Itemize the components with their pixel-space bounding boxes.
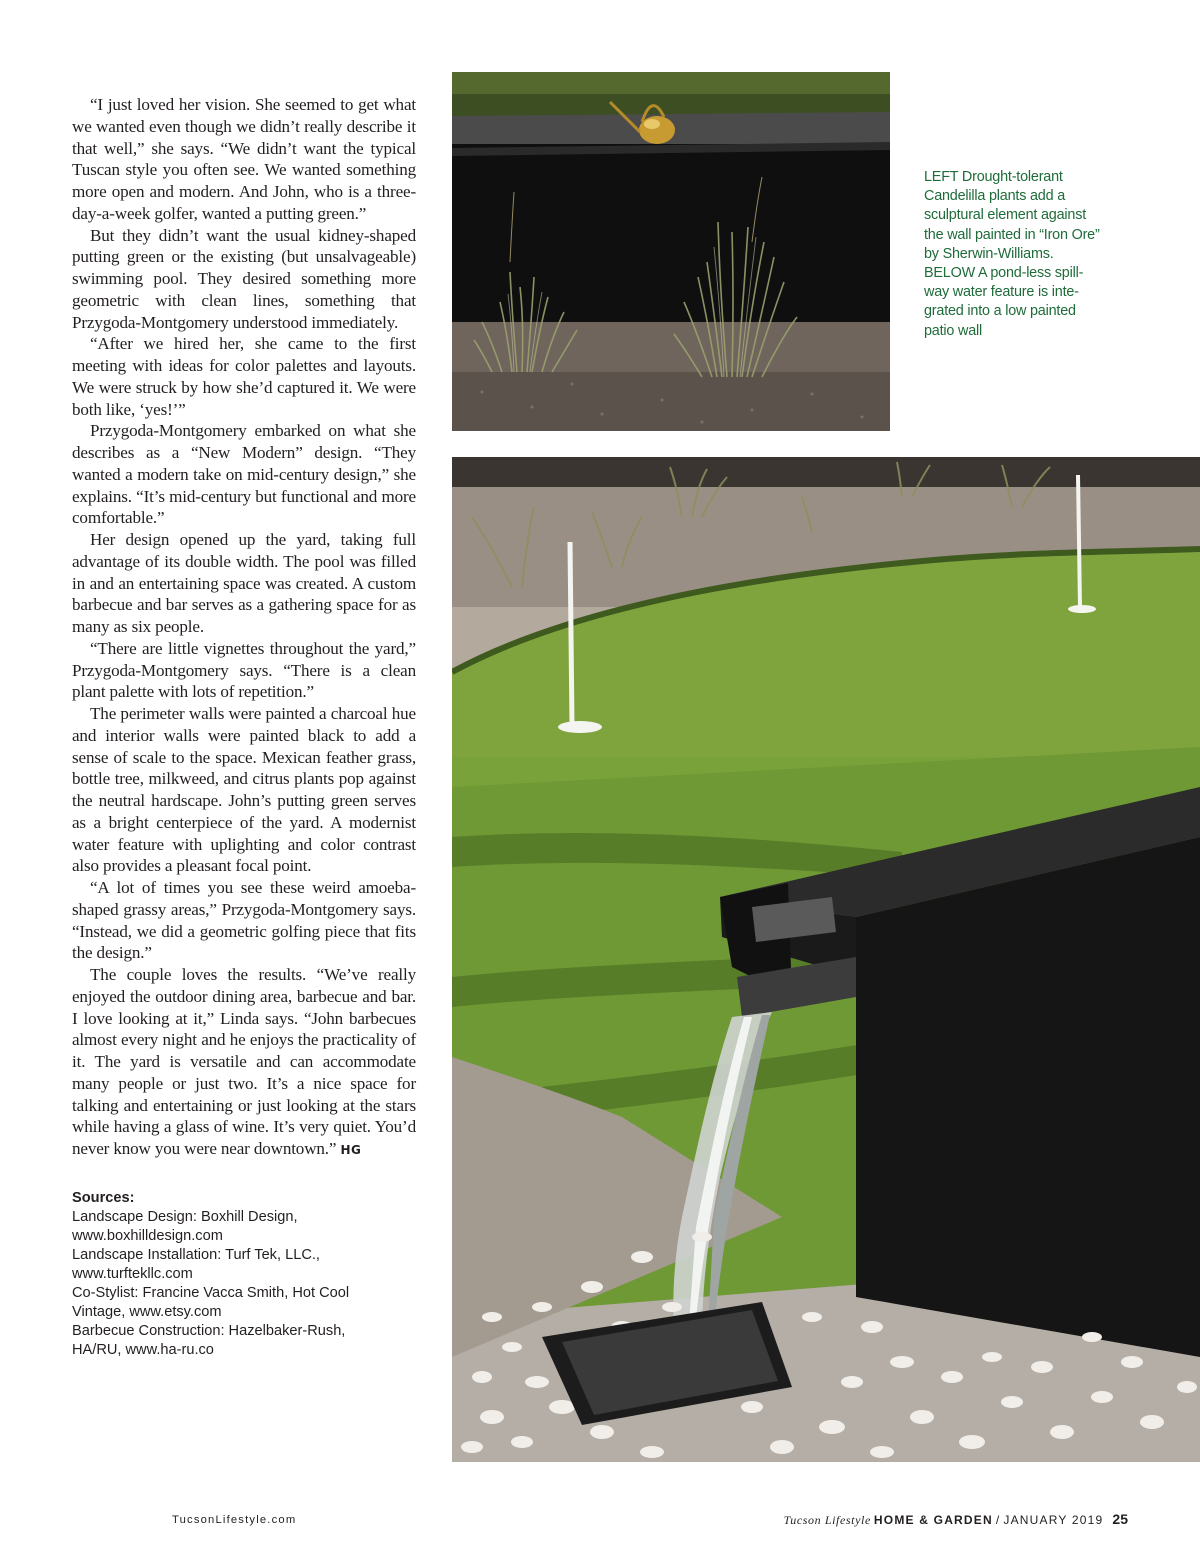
water-feature-illustration — [452, 457, 1200, 1462]
page-number: 25 — [1112, 1511, 1128, 1527]
source-line: HA/RU, www.ha-ru.co — [72, 1341, 214, 1358]
source-line: Landscape Installation: Turf Tek, LLC., — [72, 1246, 320, 1263]
footer-website: TucsonLifestyle.com — [172, 1514, 297, 1526]
caption-line: grated into a low painted — [924, 303, 1076, 320]
source-line: www.boxhilldesign.com — [72, 1227, 223, 1244]
photo-caption — [924, 168, 1129, 341]
caption-line: way water feature is inte- — [924, 284, 1079, 301]
caption-line: the wall painted in “Iron Ore” — [924, 226, 1100, 243]
source-line: Landscape Design: Boxhill Design, — [72, 1208, 298, 1225]
footer-publication: Tucson Lifestyle — [783, 1513, 871, 1527]
paragraph-2: But they didn’t want the usual kidney-shaped putting green or the existing (but unsalvageable) swimming pool. They desired something more geometric with clean lines, something that Przygoda-Montgomery understood immediately. — [72, 225, 416, 332]
caption-line: by Sherwin-Williams. — [924, 245, 1054, 262]
paragraph-8: “A lot of times you see these weird amoeba-shaped grassy areas,” Przygoda-Montgomery says. “Instead, we did a geometric golfing piece that fits the design.” — [72, 878, 416, 963]
caption-line: BELOW A pond-less spill- — [924, 265, 1084, 282]
footer-section: HOME & GARDEN — [873, 1513, 993, 1527]
candelilla-illustration — [452, 72, 890, 431]
footer-separator: / — [995, 1513, 1001, 1527]
photo-candelilla-wall — [452, 72, 890, 431]
source-line: Vintage, www.etsy.com — [72, 1303, 222, 1320]
paragraph-9-text: The couple loves the results. “We’ve really enjoyed the outdoor dining area, barbecue and bar. I love looking at it,” Linda says. “John barbecues almost every night and he enjoys the practicality of it. The yard is versatile and can accommodate many people or just two. It’s a nice space for talking and entertaining or just looking at the stars while having a glass of wine. It’s very quiet. You’d never know you were near downtown.” — [72, 965, 416, 1158]
caption-line: sculptural element against — [924, 207, 1086, 224]
paragraph-5: Her design opened up the yard, taking full advantage of its double width. The pool was filled in and an entertaining space was created. A custom barbecue and bar serves as a gathering space for as many as six people. — [72, 530, 416, 636]
source-line: Barbecue Construction: Hazelbaker-Rush, — [72, 1322, 346, 1339]
caption-line: LEFT Drought-tolerant — [924, 169, 1063, 185]
paragraph-9 — [72, 964, 416, 1162]
end-mark: HG — [340, 1143, 362, 1157]
caption-line: Candelilla plants add a — [924, 188, 1066, 205]
sources-title: Sources: — [72, 1189, 135, 1206]
footer-folio — [784, 1511, 1128, 1528]
paragraph-6: “There are little vignettes throughout the yard,” Przygoda-Montgomery says. “There is a clean plant palette with lots of repetition.” — [72, 638, 416, 702]
paragraph-4: Przygoda-Montgomery embarked on what she describes as a “New Modern” design. “They wanted a modern take on mid-century design,” she explains. “It’s mid-century but functional and more comfortable.” — [72, 421, 416, 528]
paragraph-7: The perimeter walls were painted a charcoal hue and interior walls were painted black to add a sense of scale to the space. Mexican feather grass, bottle tree, milkweed, and citrus plants pop against the neutral hardscape. John’s putting green serves as a bright centerpiece of the yard. A modernist water feature with uplighting and color contrast also provides a pleasant focal point. — [72, 704, 416, 876]
article-column — [72, 94, 416, 1360]
photo-putting-green-water-feature — [452, 457, 1200, 1462]
paragraph-1: “I just loved her vision. She seemed to get what we wanted even though we didn’t really describe it that well,” she says. “We didn’t want the typical Tuscan style you often see. We wanted something more open and modern. And John, who is a three-day-a-week golfer, wanted a putting green.” — [72, 95, 416, 223]
caption-line: patio wall — [924, 322, 982, 339]
paragraph-3: “After we hired her, she came to the first meeting with ideas for color palettes and layouts. We were struck by how she’d captured it. We were both like, ‘yes!’” — [72, 334, 416, 419]
sources-box — [72, 1189, 416, 1360]
source-line: www.turftekllc.com — [72, 1265, 193, 1282]
source-line: Co-Stylist: Francine Vacca Smith, Hot Cool — [72, 1284, 350, 1301]
article-body — [72, 94, 416, 1162]
footer-issue-date: JANUARY 2019 — [1003, 1513, 1104, 1527]
